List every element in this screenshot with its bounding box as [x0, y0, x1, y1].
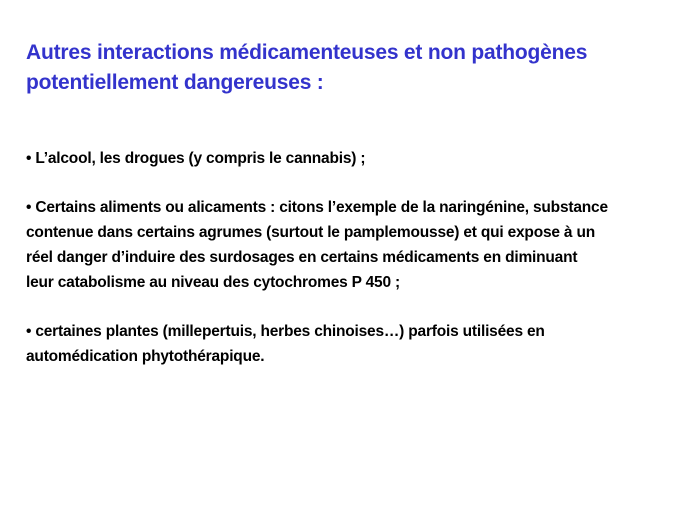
- slide-body: [26, 146, 666, 369]
- bullet-2-line-3: réel danger d’induire des surdosages en certains médicaments en diminuant: [26, 249, 578, 266]
- bullet-plants: [26, 319, 666, 369]
- bullet-alcohol-drugs: [26, 146, 666, 171]
- slide-title-line-1: Autres interactions médicamenteuses et non pathogènes: [26, 41, 588, 64]
- spacer: [26, 171, 666, 195]
- slide-title: [26, 38, 666, 98]
- bullet-foods-alicaments: [26, 195, 666, 295]
- bullet-2-line-2: contenue dans certains agrumes (surtout le pamplemousse) et qui expose à un: [26, 224, 595, 241]
- slide-title-line-2: potentiellement dangereuses :: [26, 71, 324, 94]
- spacer: [26, 295, 666, 319]
- bullet-3-line-1: • certaines plantes (millepertuis, herbes chinoises…) parfois utilisées en: [26, 323, 545, 340]
- bullet-2-line-1: • Certains aliments ou alicaments : citons l’exemple de la naringénine, substance: [26, 199, 608, 216]
- bullet-1-line-1: • L’alcool, les drogues (y compris le cannabis) ;: [26, 150, 366, 167]
- bullet-3-line-2: automédication phytothérapique.: [26, 348, 265, 365]
- bullet-2-line-4: leur catabolisme au niveau des cytochromes P 450 ;: [26, 274, 400, 291]
